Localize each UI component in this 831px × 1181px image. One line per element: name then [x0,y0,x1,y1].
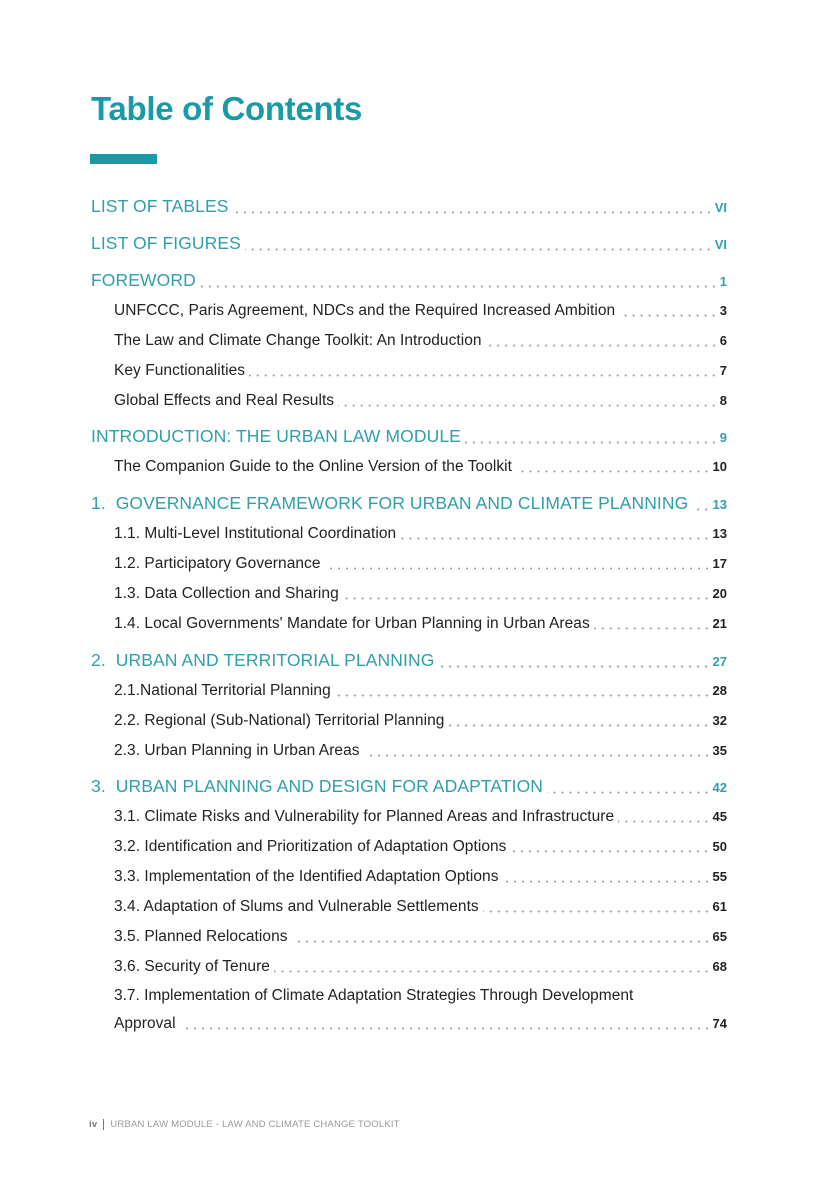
toc-entry-page: 6 [719,333,727,348]
toc-entry-page: 13 [712,526,727,541]
dot-leader [503,880,711,883]
toc-subentry[interactable] [114,742,727,760]
toc-entry-label: 3.6. Security of Tenure [114,958,270,975]
toc-entry-label: 3.1. Climate Risks and Vulnerability for Planned Areas and Infrastructure [114,808,615,825]
page-title: Table of Contents [91,90,363,127]
toc-entry-label: LIST OF FIGURES [91,233,241,253]
dot-leader [364,754,711,757]
toc-subentry[interactable] [114,1015,727,1033]
toc-entry-label: The Law and Climate Change Toolkit: An Introduction [114,332,482,349]
dot-leader [594,627,711,630]
footer-page-number: iv [89,1119,98,1130]
dot-leader [335,694,711,697]
toc-entry-label: 1.3. Data Collection and Sharing [114,585,339,602]
footer-text: URBAN LAW MODULE - LAW AND CLIMATE CHANGE TOOLKIT [110,1119,400,1130]
toc-subentry[interactable] [114,525,727,543]
dot-leader [692,508,710,511]
toc-entry-page: 8 [719,393,727,408]
toc-entry-chapter-3[interactable] [91,776,727,797]
toc-entry-page: 7 [719,363,727,378]
toc-subentry[interactable] [114,928,727,946]
toc-entry-introduction[interactable] [91,426,727,447]
toc-entry-chapter-1[interactable] [91,493,727,514]
dot-leader [483,910,711,913]
toc-subentry[interactable] [114,458,727,476]
toc-entry-label: Global Effects and Real Results [114,392,335,409]
toc-entry-label: 3.4. Adaptation of Slums and Vulnerable Settlements [114,898,479,915]
toc-entry-label: Approval [114,1015,176,1032]
toc-subentry[interactable] [114,585,727,603]
dot-leader [245,248,713,251]
toc-entry-foreword[interactable] [91,270,727,291]
toc-entry-label: The Companion Guide to the Online Version of the Toolkit [114,458,513,475]
toc-entry-page: 45 [712,809,727,824]
toc-subentry[interactable] [114,838,727,856]
toc-entry-list-of-figures[interactable] [91,233,727,254]
toc-entry-label: INTRODUCTION: THE URBAN LAW MODULE [91,426,461,446]
toc-entry-label: LIST OF TABLES [91,196,229,216]
toc-entry-page: VI [714,237,727,252]
dot-leader [233,211,713,214]
toc-subentry[interactable] [114,682,727,700]
toc-entry-page: 50 [712,839,727,854]
toc-subentry[interactable] [114,958,727,976]
toc-entry-label: 3.5. Planned Relocations [114,928,288,945]
toc-subentry[interactable] [114,302,727,320]
toc-subentry[interactable] [114,808,727,826]
toc-subentry[interactable] [114,332,727,350]
toc-entry-label: 1.4. Local Governments' Mandate for Urban Planning in Urban Areas [114,615,590,632]
toc-subentry[interactable] [114,615,727,633]
toc-entry-chapter-2[interactable] [91,650,727,671]
toc-entry-page: 17 [712,556,727,571]
dot-leader [465,441,718,444]
toc-entry-label: 3.2. Identification and Prioritization of Adaptation Options [114,838,507,855]
toc-subentry[interactable] [114,898,727,916]
toc-entry-page: 27 [712,654,727,669]
toc-entry-label: UNFCCC, Paris Agreement, NDCs and the Required Increased Ambition [114,302,616,319]
dot-leader [618,820,710,823]
dot-leader [200,285,718,288]
toc-entry-label: 3.3. Implementation of the Identified Adaptation Options [114,868,499,885]
toc-entry-page: 32 [712,713,727,728]
toc-entry-page: 28 [712,683,727,698]
dot-leader [516,470,711,473]
dot-leader [486,344,718,347]
toc-entry-label: 2.2. Regional (Sub-National) Territorial Planning [114,712,445,729]
toc-entry-page: 65 [712,929,727,944]
page-footer [89,1119,400,1130]
dot-leader [400,537,710,540]
dot-leader [325,567,711,570]
toc-entry-page: 21 [712,616,727,631]
toc-entry-page: 55 [712,869,727,884]
toc-subentry[interactable] [114,362,727,380]
toc-entry-page: 20 [712,586,727,601]
dot-leader [292,940,711,943]
toc-entry-label-line1[interactable]: 3.7. Implementation of Climate Adaptation Strategies Through Development [114,987,634,1004]
dot-leader [547,791,711,794]
toc-entry-list-of-tables[interactable] [91,196,727,217]
dot-leader [274,970,711,973]
toc-entry-label: FOREWORD [91,270,196,290]
toc-entry-label: Key Functionalities [114,362,246,379]
dot-leader [438,665,710,668]
dot-leader [343,597,711,600]
toc-subentry[interactable] [114,555,727,573]
toc-entry-page: 74 [712,1016,727,1031]
dot-leader [619,314,718,317]
toc-entry-page: 10 [712,459,727,474]
dot-leader [448,724,710,727]
toc-entry-label: 2.1.National Territorial Planning [114,682,331,699]
toc-entry-page: 3 [719,303,727,318]
toc-entry-page: 1 [719,274,727,289]
toc-subentry[interactable] [114,868,727,886]
toc-entry-label: 1. GOVERNANCE FRAMEWORK FOR URBAN AND CLIMATE PLANNING [91,493,689,513]
toc-entry-page: VI [714,200,727,215]
toc-subentry[interactable] [114,712,727,730]
toc-entry-label: 1.1. Multi-Level Institutional Coordination [114,525,397,542]
toc-entry-page: 9 [719,430,727,445]
footer-divider [103,1119,104,1130]
dot-leader [249,374,718,377]
toc-subentry[interactable] [114,392,727,410]
toc-entry-page: 61 [712,899,727,914]
toc-entry-page: 42 [712,780,727,795]
dot-leader [510,850,710,853]
toc-entry-label: 2. URBAN AND TERRITORIAL PLANNING [91,650,435,670]
toc-entry-label: 1.2. Participatory Governance [114,555,321,572]
toc-entry-label: 3. URBAN PLANNING AND DESIGN FOR ADAPTATION [91,776,544,796]
dot-leader [180,1027,711,1030]
toc-entry-page: 35 [712,743,727,758]
toc-entry-page: 68 [712,959,727,974]
dot-leader [338,404,718,407]
toc-entry-label: 2.3. Urban Planning in Urban Areas [114,742,360,759]
toc-entry-page: 13 [712,497,727,512]
